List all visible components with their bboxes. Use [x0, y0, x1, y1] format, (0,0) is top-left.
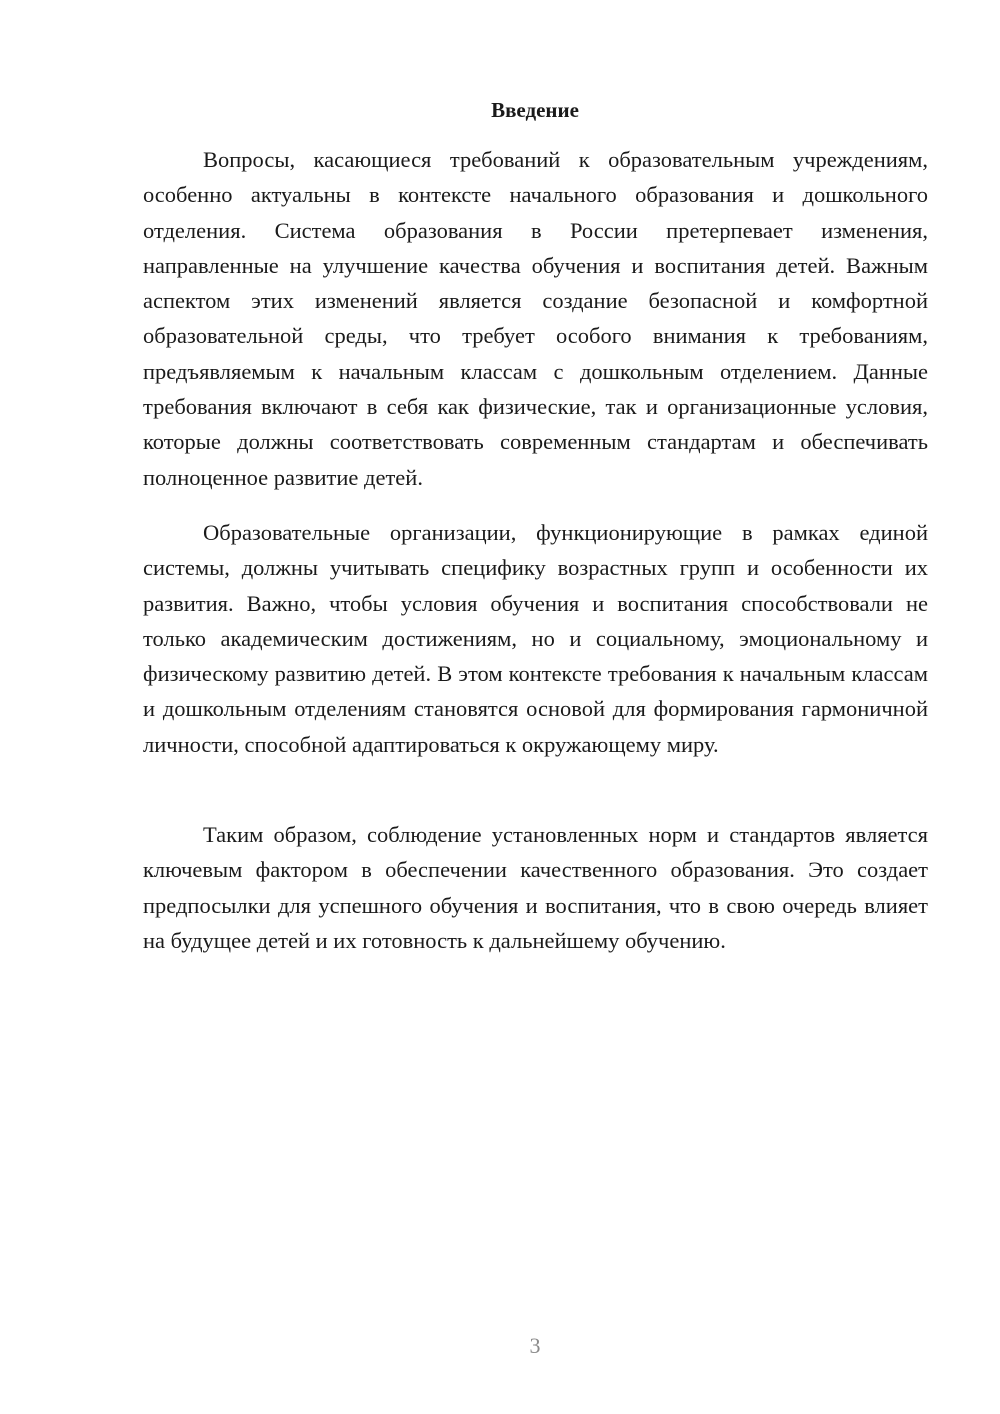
paragraph-2: Образовательные организации, функционирующие в рамках единой системы, должны учитывать специфику возрастных групп и особенности их развития. Важно, чтобы условия обучения и воспитания способствовали не только академическим достижениям, но и социальному, эмоциональному и физическому развитию детей. В этом контексте требования к начальным классам и дошкольным отделениям становятся основой для формирования гармоничной личности, способной адаптироваться к окружающему миру.	[143, 520, 928, 757]
section-title: Введение	[491, 98, 579, 122]
paragraph-3: Таким образом, соблюдение установленных норм и стандартов является ключевым фактором в обеспечении качественного образования. Это создает предпосылки для успешного обучения и воспитания, что в свою очередь влияет на будущее детей и их готовность к дальнейшему обучению.	[143, 822, 928, 953]
page-number: 3	[529, 1333, 541, 1358]
paragraph-1: Вопросы, касающиеся требований к образовательным учреждениям, особенно актуальны в контексте начального образования и дошкольного отделения. Система образования в России претерпевает изменения, направленные на улучшение качества обучения и воспитания детей. Важным аспектом этих изменений является создание безопасной и комфортной образовательной среды, что требует особого внимания к требованиям, предъявляемым к начальным классам с дошкольным отделением. Данные требования включают в себя как физические, так и организационные условия, которые должны соответствовать современным стандартам и обеспечивать полноценное развитие детей.	[143, 147, 928, 490]
